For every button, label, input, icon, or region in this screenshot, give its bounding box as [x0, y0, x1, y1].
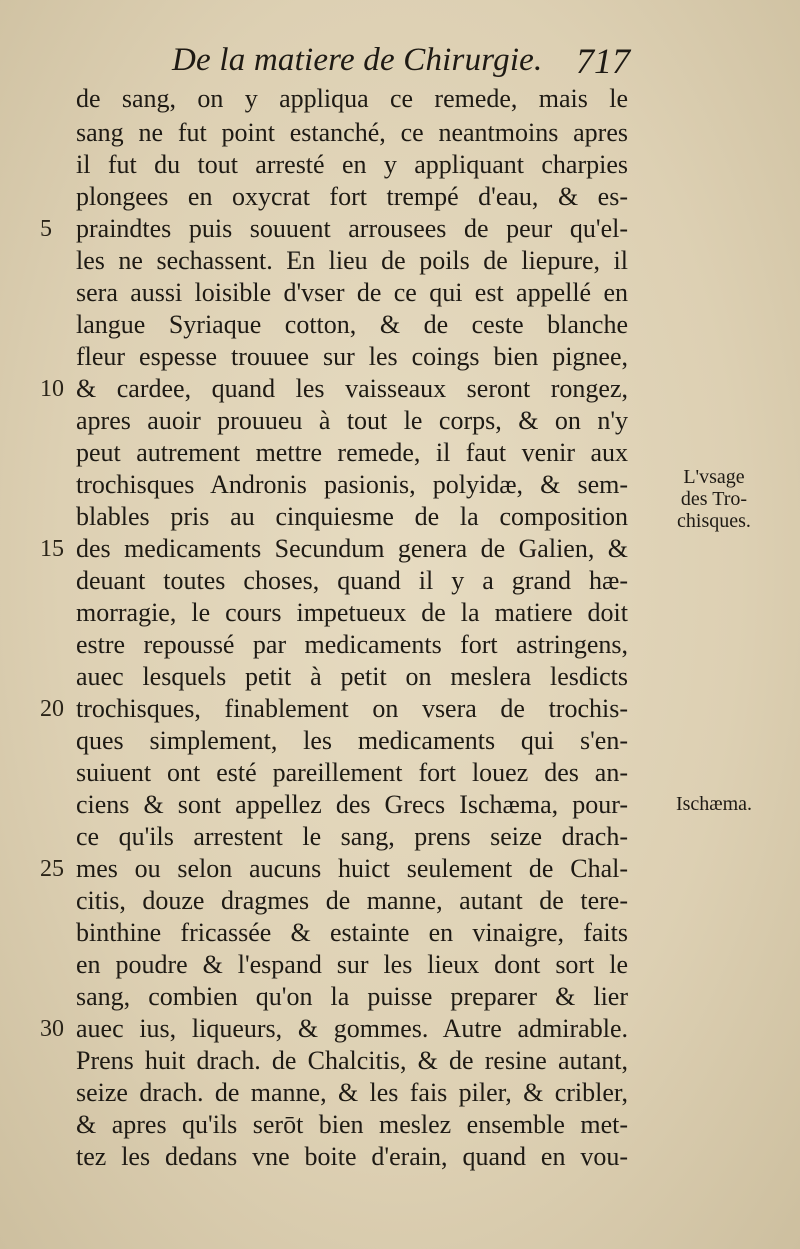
text-line: Prens huit drach. de Chalcitis, & de resine autant, [76, 1046, 628, 1075]
text-line: estre repoussé par medicaments fort astringens, [76, 630, 628, 659]
page-number: 717 [576, 41, 630, 81]
line-number: 20 [40, 696, 64, 722]
text-line: sera aussi loisible d'vser de ce qui est appellé en [76, 278, 628, 307]
text-line: binthine fricassée & estainte en vinaigre, faits [76, 918, 628, 947]
margin-note-ischaema [634, 793, 794, 815]
text-line: & apres qu'ils serōt bien meslez ensemble met- [76, 1110, 628, 1139]
text-line: de sang, on y appliqua ce remede, mais le [76, 84, 628, 113]
margin-note-line: des Tro- [680, 488, 748, 510]
text-line: les ne sechassent. En lieu de poils de liepure, il [76, 246, 628, 275]
text-line: & cardee, quand les vaisseaux seront rongez, [76, 374, 628, 403]
text-line: mes ou selon aucuns huict seulement de Chal- [76, 854, 628, 883]
text-line: ce qu'ils arrestent le sang, prens seize drach- [76, 822, 628, 851]
margin-note-line: chisques. [677, 510, 751, 532]
text-line: auec lesquels petit à petit on meslera lesdicts [76, 662, 628, 691]
text-line: blables pris au cinquiesme de la composition [76, 502, 628, 531]
running-title: De la matiere de Chirurgie. [172, 42, 543, 78]
text-line: citis, douze dragmes de manne, autant de tere- [76, 886, 628, 915]
text-line: suiuent ont esté pareillement fort louez des an- [76, 758, 628, 787]
text-line: seize drach. de manne, & les fais piler, & cribler, [76, 1078, 628, 1107]
text-line: il fut du tout arresté en y appliquant charpies [76, 150, 628, 179]
line-number: 10 [40, 376, 64, 402]
text-line: plongees en oxycrat fort trempé d'eau, & es- [76, 182, 628, 211]
text-line: sang ne fut point estanché, ce neantmoins apres [76, 118, 628, 147]
line-number: 30 [40, 1016, 64, 1042]
text-line: auec ius, liqueurs, & gommes. Autre admirable. [76, 1014, 628, 1043]
margin-note-line: Ischæma. [675, 793, 753, 815]
text-line: fleur espesse trouuee sur les coings bien pignee, [76, 342, 628, 371]
text-line: praindtes puis souuent arrousees de peur qu'el- [76, 214, 628, 243]
text-line: ciens & sont appellez des Grecs Ischæma, pour- [76, 790, 628, 819]
text-line: trochisques Andronis pasionis, polyidæ, & sem- [76, 470, 628, 499]
line-number: 5 [40, 216, 52, 242]
text-line: langue Syriaque cotton, & de ceste blanche [76, 310, 628, 339]
margin-note-usage [634, 466, 794, 532]
text-line: morragie, le cours impetueux de la matiere doit [76, 598, 628, 627]
text-line: deuant toutes choses, quand il y a grand hæ- [76, 566, 628, 595]
margin-note-line: L'vsage [683, 466, 745, 488]
text-line: en poudre & l'espand sur les lieux dont sort le [76, 950, 628, 979]
text-line: apres auoir prouueu à tout le corps, & on n'y [76, 406, 628, 435]
text-line: des medicaments Secundum genera de Galien, & [76, 534, 628, 563]
text-line: trochisques, finablement on vsera de trochis- [76, 694, 628, 723]
line-number: 25 [40, 856, 64, 882]
text-line: sang, combien qu'on la puisse preparer & lier [76, 982, 628, 1011]
text-line: ques simplement, les medicaments qui s'en- [76, 726, 628, 755]
text-line: tez les dedans vne boite d'erain, quand en vou- [76, 1142, 628, 1171]
text-line: peut autrement mettre remede, il faut venir aux [76, 438, 628, 467]
line-number: 15 [40, 536, 64, 562]
